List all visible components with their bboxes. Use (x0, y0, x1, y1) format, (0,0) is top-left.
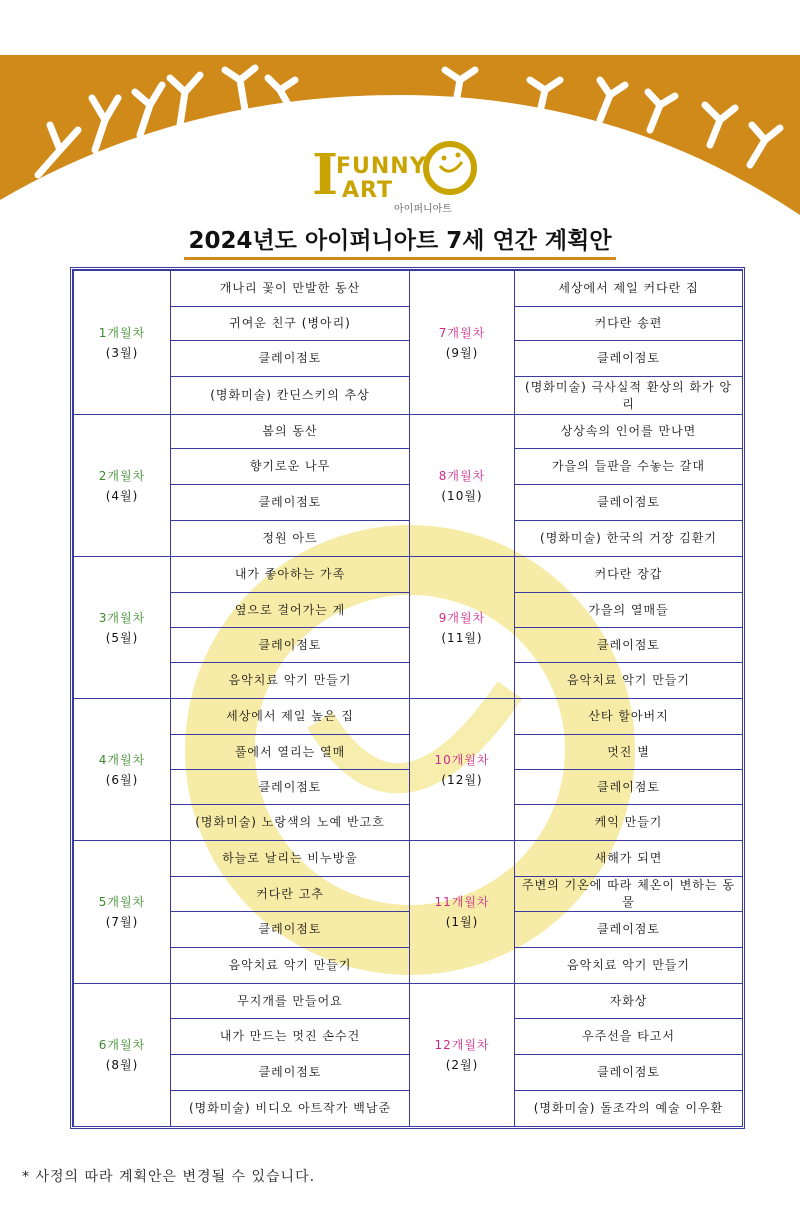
month-period: (1월) (445, 915, 479, 929)
activity-cell: 내가 만드는 멋진 손수건 (171, 1019, 410, 1055)
activity-cell: 풀에서 열리는 열매 (171, 735, 410, 770)
table-row (74, 805, 743, 841)
month-label: 5개월차 (98, 895, 146, 909)
page-title (0, 222, 800, 260)
activity-cell: (명화미술) 비디오 아트작가 백남준 (171, 1091, 410, 1127)
month-cell-left (74, 415, 171, 557)
activity-cell: 클레이점토 (515, 341, 743, 377)
logo-art-text: ART (342, 178, 393, 203)
activity-cell: 커다란 고추 (171, 877, 410, 912)
month-label: 12개월차 (434, 1038, 490, 1052)
activity-cell: 커다란 송편 (515, 307, 743, 341)
activity-cell: 상상속의 인어를 만나면 (515, 415, 743, 449)
table-row (74, 1091, 743, 1127)
month-label: 4개월차 (98, 752, 146, 767)
activity-cell: 음악치료 악기 만들기 (171, 948, 410, 984)
activity-cell: 클레이점토 (171, 912, 410, 948)
activity-cell: 음악치료 악기 만들기 (515, 663, 743, 699)
table-row (74, 557, 743, 593)
month-label: 6개월차 (98, 1038, 146, 1052)
table-row (74, 485, 743, 521)
activity-cell: (명화미술) 돌조각의 예술 이우환 (515, 1091, 743, 1127)
month-cell-right (410, 841, 515, 984)
table-row (74, 1019, 743, 1055)
activity-cell: 자화상 (515, 984, 743, 1019)
activity-cell: 클레이점토 (515, 1055, 743, 1091)
activity-cell: 봄의 동산 (171, 415, 410, 449)
activity-cell: 주변의 기온에 따라 체온이 변하는 동물 (515, 877, 743, 912)
activity-cell: 세상에서 제일 높은 집 (171, 699, 410, 735)
month-period: (10월) (441, 488, 483, 503)
month-label: 10개월차 (434, 752, 490, 767)
table-row (74, 912, 743, 948)
activity-cell: 새해가 되면 (515, 841, 743, 877)
month-cell-right (410, 415, 515, 557)
month-cell-left (74, 271, 171, 415)
activity-cell: 클레이점토 (515, 770, 743, 805)
month-period: (5월) (105, 630, 139, 645)
table-row (74, 663, 743, 699)
table-row (74, 628, 743, 663)
activity-cell: 클레이점토 (171, 628, 410, 663)
activity-cell: 클레이점토 (171, 341, 410, 377)
activity-cell: 옆으로 걸어가는 게 (171, 593, 410, 628)
activity-cell: 클레이점토 (171, 1055, 410, 1091)
month-period: (4월) (105, 488, 139, 503)
activity-cell: 산타 할아버지 (515, 699, 743, 735)
table-row (74, 877, 743, 912)
table-row (74, 1055, 743, 1091)
activity-cell: 귀여운 친구 (병아리) (171, 307, 410, 341)
table-row (74, 271, 743, 307)
month-cell-right (410, 557, 515, 699)
activity-cell: 음악치료 악기 만들기 (171, 663, 410, 699)
table-row (74, 341, 743, 377)
activity-cell: 향기로운 나무 (171, 449, 410, 485)
month-label: 9개월차 (438, 610, 486, 625)
table-row (74, 699, 743, 735)
activity-cell: (명화미술) 노랑색의 노예 반고흐 (171, 805, 410, 841)
logo-korean-text: 아이퍼니아트 (394, 204, 452, 215)
activity-cell: 개나리 꽃이 만발한 동산 (171, 271, 410, 307)
logo (312, 138, 492, 216)
month-period: (9월) (445, 345, 479, 360)
month-label: 2개월차 (98, 468, 146, 483)
activity-cell: 내가 좋아하는 가족 (171, 557, 410, 593)
table-row (74, 415, 743, 449)
activity-cell: 클레이점토 (171, 770, 410, 805)
month-cell-left (74, 841, 171, 984)
activity-cell: (명화미술) 극사실적 환상의 화가 앙리 (515, 377, 743, 415)
table-row (74, 735, 743, 770)
activity-cell: 음악치료 악기 만들기 (515, 948, 743, 984)
month-label: 11개월차 (434, 895, 490, 909)
activity-cell: 클레이점토 (515, 912, 743, 948)
table-row (74, 593, 743, 628)
month-label: 1개월차 (98, 325, 146, 340)
activity-cell: 가을의 열매들 (515, 593, 743, 628)
activity-cell: 커다란 장갑 (515, 557, 743, 593)
plan-table (70, 267, 745, 1129)
activity-cell: (명화미술) 한국의 거장 김환기 (515, 521, 743, 557)
activity-cell: 멋진 별 (515, 735, 743, 770)
month-period: (8월) (105, 1058, 139, 1072)
month-label: 7개월차 (438, 325, 486, 340)
month-period: (12월) (441, 772, 483, 787)
activity-cell: 정원 아트 (171, 521, 410, 557)
table-row (74, 948, 743, 984)
month-period: (6월) (105, 772, 139, 787)
table-row (74, 841, 743, 877)
month-period: (2월) (445, 1058, 479, 1072)
footnote: * 사정의 따라 계획안은 변경될 수 있습니다. (22, 1169, 316, 1185)
table-row (74, 377, 743, 415)
activity-cell: 클레이점토 (515, 628, 743, 663)
month-cell-right (410, 271, 515, 415)
table-row (74, 449, 743, 485)
activity-cell: 가을의 들판을 수놓는 갈대 (515, 449, 743, 485)
table-row (74, 521, 743, 557)
activity-cell: (명화미술) 칸딘스키의 추상 (171, 377, 410, 415)
month-cell-left (74, 699, 171, 841)
month-cell-right (410, 699, 515, 841)
activity-cell: 우주선을 타고서 (515, 1019, 743, 1055)
table-row (74, 770, 743, 805)
activity-cell: 하늘로 날리는 비누방울 (171, 841, 410, 877)
activity-cell: 세상에서 제일 커다란 집 (515, 271, 743, 307)
month-cell-right (410, 984, 515, 1127)
table-row (74, 984, 743, 1019)
logo-smile-icon (412, 138, 484, 200)
month-label: 3개월차 (98, 610, 146, 625)
activity-cell: 클레이점토 (515, 485, 743, 521)
table-row (74, 307, 743, 341)
logo-letter-i: I (312, 142, 339, 208)
logo-funny-text: FUNNY (336, 154, 427, 179)
month-period: (3월) (105, 345, 139, 360)
page-title-text: 2024년도 아이퍼니아트 7세 연간 계획안 (184, 222, 615, 260)
month-label: 8개월차 (438, 468, 486, 483)
activity-cell: 클레이점토 (171, 485, 410, 521)
month-period: (7월) (105, 915, 139, 929)
activity-cell: 무지개를 만들어요 (171, 984, 410, 1019)
month-cell-left (74, 984, 171, 1127)
activity-cell: 케익 만들기 (515, 805, 743, 841)
month-cell-left (74, 557, 171, 699)
month-period: (11월) (441, 630, 483, 645)
